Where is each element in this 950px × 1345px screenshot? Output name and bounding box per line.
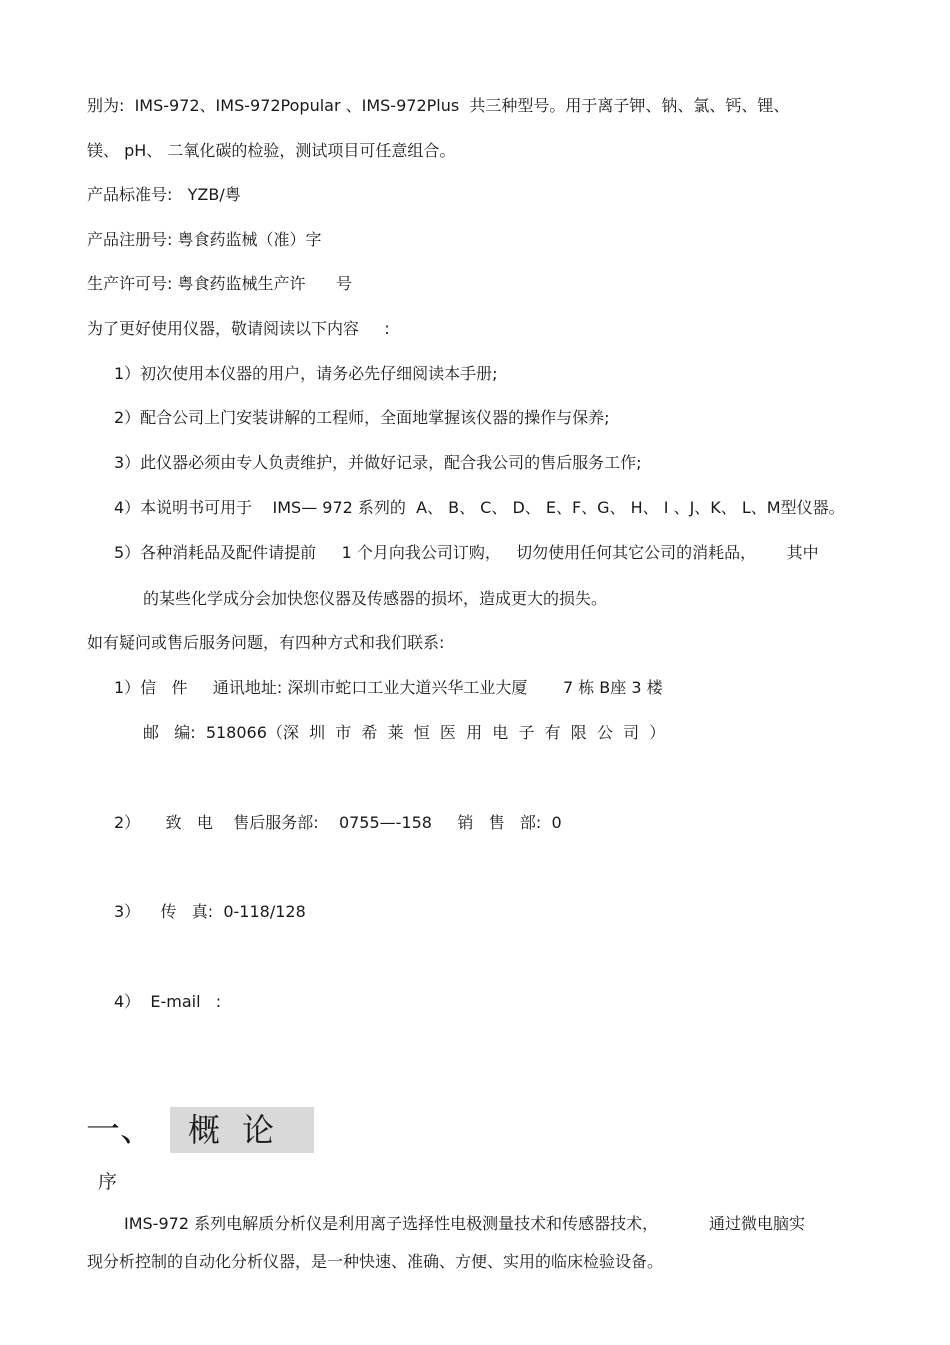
contact-phone: 2） 致 电 售后服务部: 0755—-158 销 售 部: 0 <box>114 813 562 832</box>
production-license-number: 生产许可号: 粤食药监械生产许 号 <box>87 274 352 293</box>
intro-tests-line: 镁、 pH、 二氧化碳的检验，测试项目可任意组合。 <box>87 141 456 160</box>
contact-fax: 3） 传 真: 0-118/128 <box>114 902 306 921</box>
contact-intro: 如有疑问或售后服务问题，有四种方式和我们联系: <box>87 633 445 652</box>
preface-paragraph-line: IMS-972 系列电解质分析仪是利用离子选择性电极测量技术和传感器技术， 通过微电脑实 <box>124 1214 805 1233</box>
note-item-continuation: 的某些化学成分会加快您仪器及传感器的损坏，造成更大的损失。 <box>143 589 608 608</box>
intro-models-line: 别为: IMS-972、IMS-972Popular 、IMS-972Plus 共三种型号。用于离子钾、钠、氯、钙、锂、 <box>87 96 790 115</box>
note-item: 4）本说明书可用于 IMS— 972 系列的 A、 B、 C、 D、 E、F、G、 H、 I 、J、K、 L、M型仪器。 <box>114 498 845 517</box>
contact-email: 4） E-mail : <box>114 992 222 1011</box>
preface-paragraph-line: 现分析控制的自动化分析仪器，是一种快速、准确、方便、实用的临床检验设备。 <box>87 1252 664 1271</box>
read-notice: 为了更好使用仪器，敬请阅读以下内容 : <box>87 319 390 338</box>
note-item: 2）配合公司上门安装讲解的工程师，全面地掌握该仪器的操作与保养; <box>114 408 610 427</box>
section-heading <box>86 1106 314 1154</box>
note-item: 1）初次使用本仪器的用户，请务必先仔细阅读本手册; <box>114 364 498 383</box>
section-number: 一、 <box>86 1110 154 1150</box>
section-title: 概论 <box>170 1107 314 1153</box>
product-standard-number: 产品标准号: YZB/粤 <box>87 185 241 204</box>
note-item: 5）各种消耗品及配件请提前 1 个月向我公司订购， 切勿使用任何其它公司的消耗品， 其中 <box>114 543 819 562</box>
contact-postcode: 邮 编: 518066（深 圳 市 希 莱 恒 医 用 电 子 有 限 公 司 ） <box>143 723 666 742</box>
sub-heading-preface: 序 <box>98 1171 118 1193</box>
contact-letter: 1）信 件 通讯地址: 深圳市蛇口工业大道兴华工业大厦 7 栋 B座 3 楼 <box>114 678 663 697</box>
note-item: 3）此仪器必须由专人负责维护，并做好记录，配合我公司的售后服务工作; <box>114 453 642 472</box>
product-registration-number: 产品注册号: 粤食药监械（准）字 <box>87 230 322 249</box>
